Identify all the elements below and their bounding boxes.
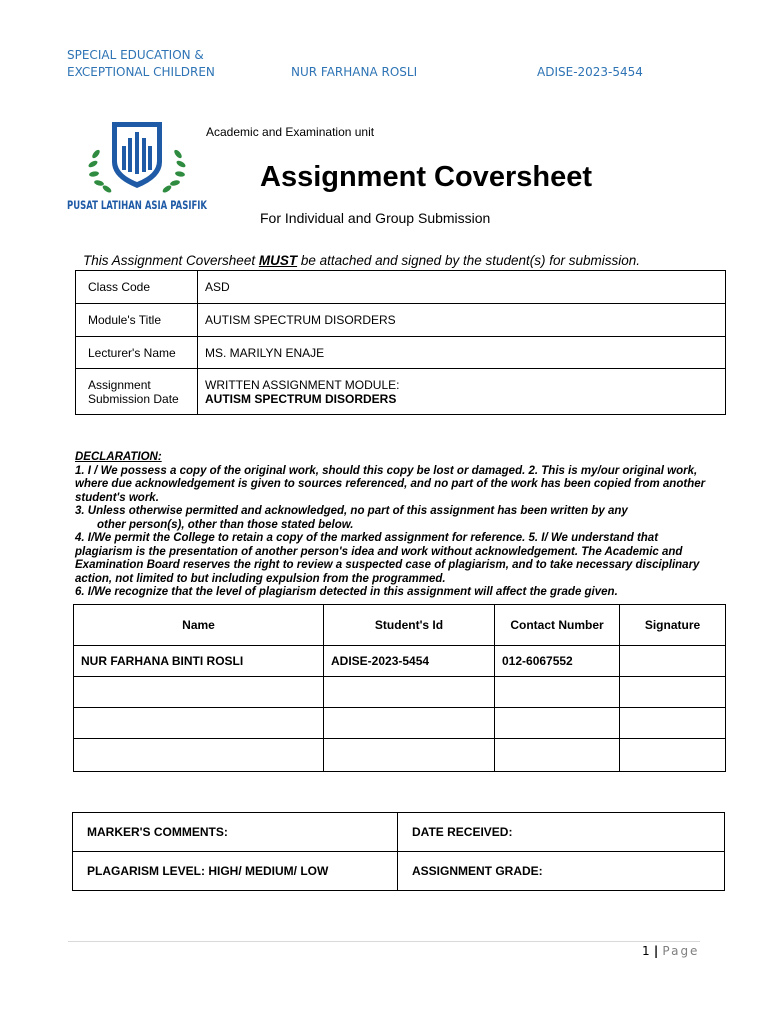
info-label: Lecturer's Name (76, 337, 198, 369)
declaration-point-3: 3. Unless otherwise permitted and acknowledged, no part of this assignment has been written by any (75, 505, 628, 517)
contact-number-cell: 012-6067552 (495, 646, 620, 677)
department-line-2: EXCEPTIONAL CHILDREN (67, 65, 215, 79)
column-header-contact: Contact Number (495, 605, 620, 646)
empty-cell (74, 708, 324, 739)
laurel-left-icon (87, 149, 112, 194)
table-row (74, 646, 726, 677)
empty-cell (495, 708, 620, 739)
info-row-module-title (76, 304, 726, 337)
students-header-row (74, 605, 726, 646)
date-received: DATE RECEIVED: (398, 813, 725, 852)
declaration-point-1-2: 1. I / We possess a copy of the original work, should this copy be lost or damaged. 2. This is my/our original work, where due acknowledgement is given to sources referenced, and no part of the work has been copied from another student's work. (75, 464, 706, 504)
declaration-point-3-cont: other person(s), other than those stated below. (97, 518, 354, 531)
info-label: Class Code (76, 271, 198, 304)
column-header-student-id: Student's Id (324, 605, 495, 646)
info-row-submission-date (76, 369, 726, 415)
empty-cell (495, 677, 620, 708)
empty-cell (324, 708, 495, 739)
unit-name: Academic and Examination unit (206, 125, 375, 139)
marker-row-1 (73, 813, 725, 852)
students-table (73, 604, 726, 772)
info-value: WRITTEN ASSIGNMENT MODULE: AUTISM SPECTRUM DISORDERS (198, 369, 726, 415)
department-line-1: SPECIAL EDUCATION & (67, 48, 204, 62)
empty-cell (495, 739, 620, 772)
info-value: AUTISM SPECTRUM DISORDERS (198, 304, 726, 337)
assignment-grade: ASSIGNMENT GRADE: (398, 852, 725, 891)
header-student-name: NUR FARHANA ROSLI (291, 65, 418, 79)
empty-cell (620, 739, 726, 772)
empty-cell (74, 677, 324, 708)
submission-notice: This Assignment Coversheet MUST be attached and signed by the student(s) for submission. (83, 253, 641, 268)
table-row (74, 739, 726, 772)
page-footer: 1 | Page (642, 944, 700, 958)
table-row (74, 677, 726, 708)
student-id-cell: ADISE-2023-5454 (324, 646, 495, 677)
signature-cell (620, 646, 726, 677)
laurel-right-icon (161, 149, 186, 194)
info-value: ASD (198, 271, 726, 304)
declaration-heading: DECLARATION: (75, 451, 162, 463)
empty-cell (620, 677, 726, 708)
institution-logo (64, 116, 210, 216)
info-row-lecturer (76, 337, 726, 369)
page-subtitle: For Individual and Group Submission (260, 210, 491, 226)
assignment-info-table (75, 270, 726, 415)
column-header-signature: Signature (620, 605, 726, 646)
declaration-point-4-5: 4. I/We permit the College to retain a copy of the marked assignment for reference. 5. I/ We understand that plagiarism is the presentation of another person's idea and work without acknowledgement. The Academic and Examination Board reserves the right to review a suspected case of plagiarism, and to take necessary disciplinary action, not limited to but including expulsion from the programmed. (75, 532, 700, 585)
empty-cell (620, 708, 726, 739)
marker-table (72, 812, 725, 891)
info-value: MS. MARILYN ENAJE (198, 337, 726, 369)
page-title: Assignment Coversheet (260, 161, 592, 193)
department-name (67, 47, 215, 81)
empty-cell (74, 739, 324, 772)
page-label: Page (662, 944, 700, 958)
declaration-point-6: 6. I/We recognize that the level of plagiarism detected in this assignment will affect the grade given. (75, 586, 618, 598)
info-row-class-code (76, 271, 726, 304)
declaration (75, 451, 715, 600)
header-student-id: ADISE-2023-5454 (537, 65, 643, 79)
table-row (74, 708, 726, 739)
empty-cell (324, 677, 495, 708)
footer-divider (68, 941, 700, 942)
column-header-name: Name (74, 605, 324, 646)
plagiarism-level: PLAGARISM LEVEL: HIGH/ MEDIUM/ LOW (73, 852, 398, 891)
info-label: Assignment Submission Date (76, 369, 198, 415)
page-number: 1 (642, 944, 650, 958)
logo-text: PUSAT LATIHAN ASIA PASIFIK (67, 198, 208, 212)
marker-row-2 (73, 852, 725, 891)
marker-comments: MARKER'S COMMENTS: (73, 813, 398, 852)
empty-cell (324, 739, 495, 772)
must-emphasis: MUST (258, 253, 298, 268)
info-label: Module's Title (76, 304, 198, 337)
student-name-cell: NUR FARHANA BINTI ROSLI (74, 646, 324, 677)
